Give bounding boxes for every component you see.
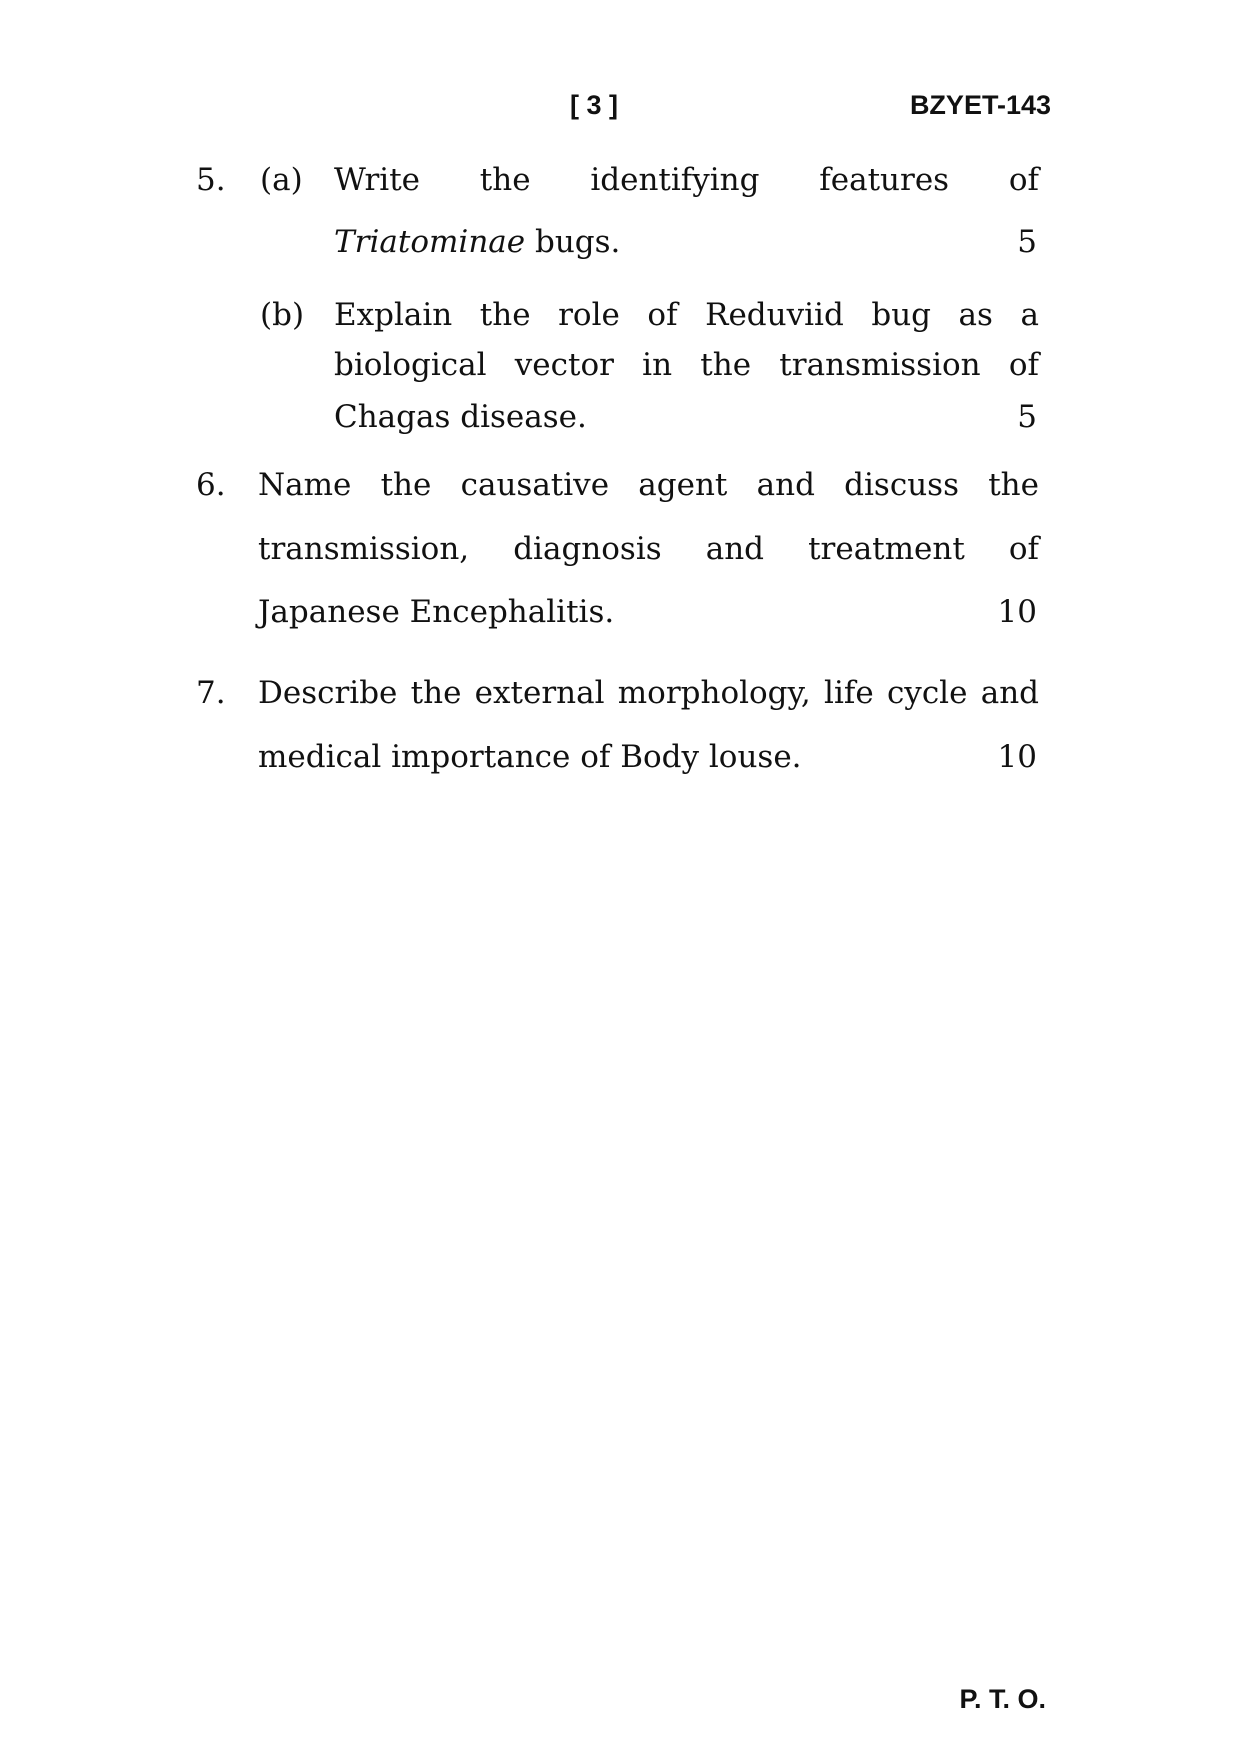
question-7-marks: 10: [997, 739, 1037, 775]
question-5a-label: (a): [260, 162, 303, 198]
question-5a-marks: 5: [1017, 224, 1037, 260]
question-6-line2: transmission, diagnosis and treatment of: [258, 531, 1039, 567]
question-5b-line1: Explain the role of Reduviid bug as a: [334, 297, 1039, 333]
species-name: Triatominae: [334, 224, 526, 260]
question-5-number: 5.: [196, 162, 226, 198]
question-6-line3: Japanese Encephalitis.: [258, 594, 615, 630]
question-5b-marks: 5: [1017, 399, 1037, 435]
question-5b-line3: Chagas disease.: [334, 399, 587, 435]
question-7-number: 7.: [196, 675, 226, 711]
question-6-line1: Name the causative agent and discuss the: [258, 467, 1039, 503]
please-turn-over: P. T. O.: [959, 1684, 1046, 1714]
paper-code: BZYET-143: [909, 90, 1051, 120]
question-6-marks: 10: [997, 594, 1037, 630]
question-5a-line2: [334, 224, 620, 260]
question-5a-line2-rest: bugs.: [525, 224, 621, 260]
question-5b-line2: biological vector in the transmission of: [334, 347, 1039, 383]
question-7-line1: Describe the external morphology, life cycle and: [258, 675, 1039, 711]
question-7-line2: medical importance of Body louse.: [258, 739, 802, 775]
question-5a-line1: Write the identifying features of: [334, 162, 1039, 198]
page-number: [ 3 ]: [570, 90, 619, 120]
question-5b-label: (b): [260, 297, 305, 333]
question-6-number: 6.: [196, 467, 226, 503]
